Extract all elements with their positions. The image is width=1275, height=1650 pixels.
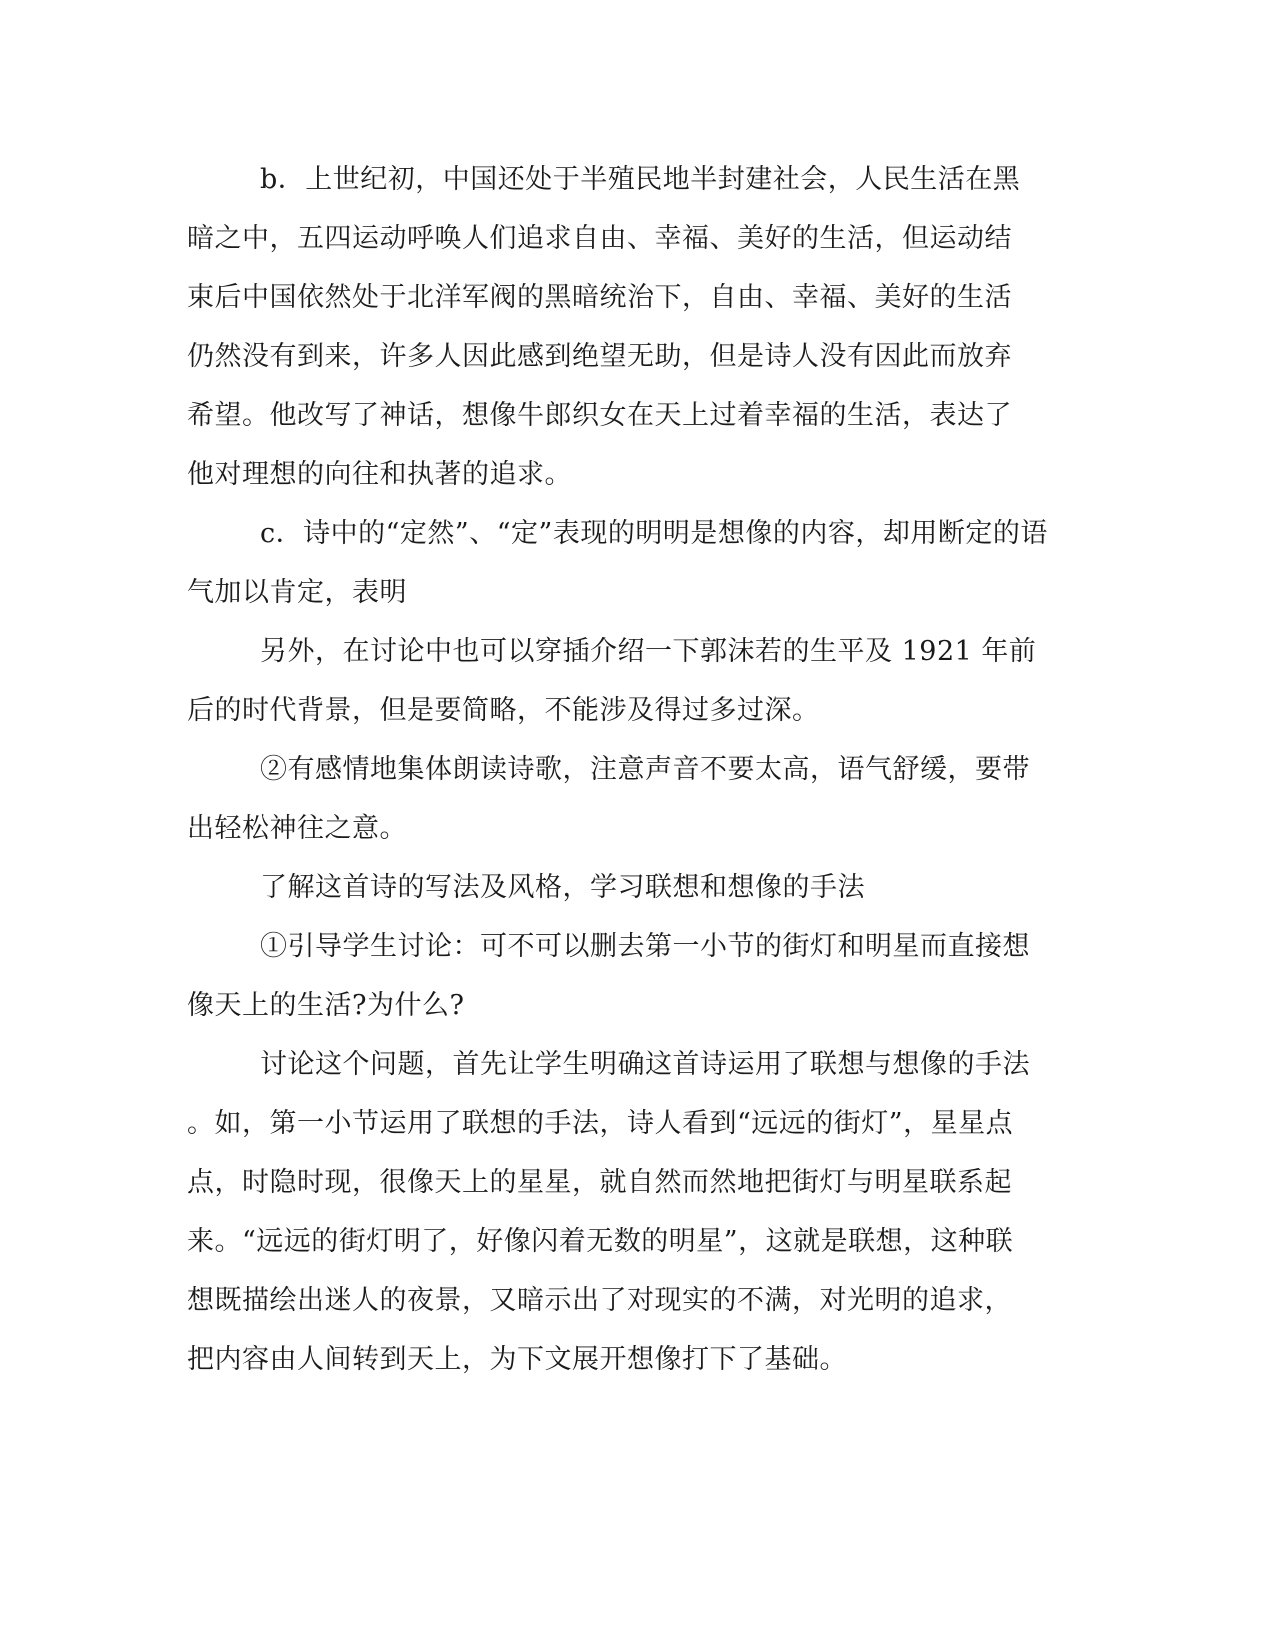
text-line: b．上世纪初，中国还处于半殖民地半封建社会，人民生活在黑 — [260, 164, 1021, 195]
text-line: c．诗中的“定然”、“定”表现的明明是想像的内容，却用断定的语 — [260, 518, 1048, 549]
text-line: 出轻松神往之意。 — [187, 813, 407, 844]
text-line: 了解这首诗的写法及风格，学习联想和想像的手法 — [260, 872, 865, 903]
text-line: 暗之中，五四运动呼唤人们追求自由、幸福、美好的生活，但运动结 — [187, 223, 1012, 254]
text-line: 想既描绘出迷人的夜景，又暗示出了对现实的不满，对光明的追求， — [187, 1285, 1012, 1316]
text-line: 希望。他改写了神话，想像牛郎织女在天上过着幸福的生活，表达了 — [187, 400, 1012, 431]
text-line: ①引导学生讨论：可不可以删去第一小节的街灯和明星而直接想 — [260, 931, 1030, 962]
text-line: 像天上的生活?为什么? — [187, 990, 465, 1021]
text-line: 讨论这个问题，首先让学生明确这首诗运用了联想与想像的手法 — [260, 1049, 1030, 1080]
text-line: 另外，在讨论中也可以穿插介绍一下郭沫若的生平及 1921 年前 — [260, 636, 1037, 667]
text-line: 把内容由人间转到天上，为下文展开想像打下了基础。 — [187, 1344, 847, 1375]
text-line: 他对理想的向往和执著的追求。 — [187, 459, 572, 490]
text-line: 束后中国依然处于北洋军阀的黑暗统治下，自由、幸福、美好的生活 — [187, 282, 1012, 313]
text-line: 仍然没有到来，许多人因此感到绝望无助，但是诗人没有因此而放弃 — [187, 341, 1012, 372]
text-line: 后的时代背景，但是要简略，不能涉及得过多过深。 — [187, 695, 820, 726]
text-line: 。如，第一小节运用了联想的手法，诗人看到“远远的街灯”，星星点 — [187, 1108, 1014, 1139]
text-line: ②有感情地集体朗读诗歌，注意声音不要太高，语气舒缓，要带 — [260, 754, 1030, 785]
text-line: 来。“远远的街灯明了，好像闪着无数的明星”，这就是联想，这种联 — [187, 1226, 1014, 1257]
text-line: 点，时隐时现，很像天上的星星，就自然而然地把街灯与明星联系起 — [187, 1167, 1012, 1198]
text-line: 气加以肯定，表明 — [187, 577, 407, 608]
